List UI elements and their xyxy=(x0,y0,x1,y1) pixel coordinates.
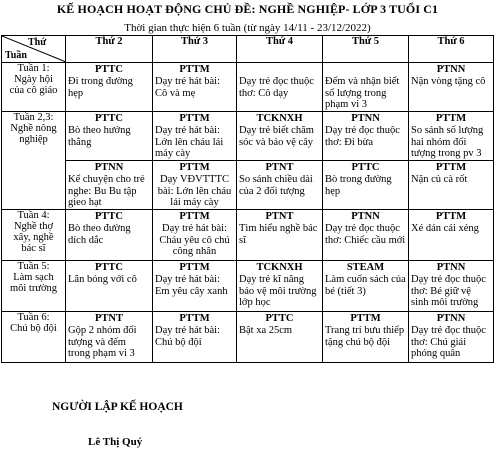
week-label: Tuần 2,3: Nghề nông nghiệp xyxy=(2,112,66,210)
activity-cell xyxy=(409,112,494,161)
activity-content xyxy=(323,210,408,260)
activity-cell xyxy=(323,261,409,312)
activity-cell xyxy=(323,63,409,112)
subject-code: PTTM xyxy=(350,313,381,324)
activity-content xyxy=(237,63,322,111)
activity-text: Dạy trẻ đọc thuộc thơ: Chiếc cầu mới xyxy=(325,223,406,246)
activity-text: Kể chuyện cho trẻ nghe: Bu Bu tập gieo hạt xyxy=(68,174,145,208)
week-label: Tuần 5: Làm sạch môi trường xyxy=(2,261,66,312)
day-header: Thứ 6 xyxy=(409,36,494,63)
activity-content xyxy=(409,112,493,160)
subject-code: STEAM xyxy=(346,262,385,273)
activity-cell xyxy=(323,312,409,363)
corner-day-label: Thứ xyxy=(28,37,47,48)
activity-content xyxy=(237,312,322,362)
activity-text: Nặn vòng tặng cô xyxy=(411,76,486,87)
activity-content xyxy=(409,261,493,311)
activity-text: Trang trí bưu thiếp tặng chú bộ đội xyxy=(325,325,405,348)
activity-content xyxy=(323,63,408,111)
activity-content xyxy=(153,312,236,362)
activity-cell xyxy=(237,261,323,312)
week-label: Tuần 1: Ngày hội của cô giáo xyxy=(2,63,66,112)
subject-code: PTNN xyxy=(436,64,466,75)
subject-code: PTTC xyxy=(265,313,294,324)
day-header: Thứ 5 xyxy=(323,36,409,63)
activity-cell xyxy=(66,63,153,112)
week-row xyxy=(2,161,494,210)
activity-text: Dạy trẻ hát bài: Lớn lên cháu lái máy cày xyxy=(155,125,224,159)
activity-cell xyxy=(237,112,323,161)
week-row xyxy=(2,210,494,261)
activity-cell xyxy=(153,210,237,261)
subject-code: PTTC xyxy=(94,211,123,222)
activity-text: So sánh chiều dài của 2 đối tượng xyxy=(239,174,313,197)
activity-cell xyxy=(237,312,323,363)
activity-text: Bò theo hướng thẳng xyxy=(68,125,131,148)
activity-cell xyxy=(323,112,409,161)
subject-code: TCKNXH xyxy=(256,113,303,124)
activity-text: Đếm và nhận biết số lượng trong phạm vi 3 xyxy=(325,76,400,110)
plan-subtitle: Thời gian thực hiện 6 tuần (từ ngày 14/11 - 23/12/2022) xyxy=(124,22,371,34)
activity-content xyxy=(66,112,152,160)
activity-text: Tìm hiểu nghề bác sĩ xyxy=(239,223,318,246)
activity-text: Dạy trẻ đọc thuộc thơ: Đi bừa xyxy=(325,125,400,148)
schedule-table xyxy=(1,35,494,363)
activity-cell xyxy=(323,210,409,261)
activity-content xyxy=(153,261,236,311)
activity-cell xyxy=(153,312,237,363)
subject-code: PTNN xyxy=(351,113,380,124)
activity-cell xyxy=(153,161,237,210)
subject-code: PTTM xyxy=(179,64,210,75)
activity-content xyxy=(409,312,493,362)
corner-cell xyxy=(2,36,66,63)
activity-cell xyxy=(153,112,237,161)
activity-cell xyxy=(409,63,494,112)
day-header: Thứ 2 xyxy=(66,36,153,63)
activity-content xyxy=(66,261,152,311)
plan-title: KẾ HOẠCH HOẠT ĐỘNG CHỦ ĐỀ: NGHỀ NGHIỆP- LỚP 3 TUỔI C1 xyxy=(56,2,439,16)
activity-cell xyxy=(66,161,153,210)
activity-content xyxy=(237,261,322,311)
activity-cell xyxy=(409,261,494,312)
week-label: Tuần 4: Nghề thợ xây, nghề bác sĩ xyxy=(2,210,66,261)
subject-code: PTTM xyxy=(179,211,210,222)
activity-content xyxy=(153,112,236,160)
subject-code: PTTC xyxy=(94,262,123,273)
week-row xyxy=(2,312,494,363)
week-row xyxy=(2,63,494,112)
activity-cell xyxy=(66,261,153,312)
activity-cell xyxy=(153,261,237,312)
activity-content xyxy=(323,112,408,160)
activity-content xyxy=(153,161,236,209)
activity-content xyxy=(153,210,236,260)
activity-cell xyxy=(237,63,323,112)
activity-cell xyxy=(323,161,409,210)
subject-code: PTNN xyxy=(351,211,380,222)
activity-content xyxy=(237,112,322,160)
activity-text: Dạy trẻ kĩ năng bảo vệ môi trường lớp học xyxy=(239,274,317,308)
activity-text: Dạy trẻ đọc thuộc thơ: Chú giải phóng quân xyxy=(411,325,486,359)
activity-content xyxy=(323,161,408,209)
activity-text: So sánh số lượng hai nhóm đối tượng trong pv 3 xyxy=(411,125,484,159)
week-row xyxy=(2,112,494,161)
activity-text: Dạy trẻ hát bài: Cháu yêu cô chú công nhân xyxy=(159,223,230,257)
activity-content xyxy=(66,63,152,111)
activity-cell xyxy=(66,210,153,261)
subject-code xyxy=(325,63,406,76)
activity-cell xyxy=(409,161,494,210)
subject-code: PTTC xyxy=(94,64,123,75)
activity-content xyxy=(66,312,152,362)
day-header: Thứ 3 xyxy=(153,36,237,63)
subject-code: PTTM xyxy=(179,113,210,124)
activity-text: Dạy trẻ đọc thuộc thơ: Cô dạy xyxy=(239,76,314,99)
activity-text: Bò theo đường dích dắc xyxy=(68,223,131,246)
activity-text: Lăn bóng với cô xyxy=(68,274,137,285)
activity-text: Dạy trẻ biết chăm sóc và bảo vệ cây xyxy=(239,125,314,148)
subject-code: TCKNXH xyxy=(256,262,303,273)
subject-code: PTTM xyxy=(435,162,467,173)
activity-text: Bò trong đường hẹp xyxy=(325,174,392,197)
activity-text: Làm cuốn sách của bé (tiết 3) xyxy=(325,274,406,297)
corner-week-label: Tuần xyxy=(5,50,27,61)
activity-cell xyxy=(66,112,153,161)
subject-code: PTNT xyxy=(265,211,294,222)
subject-code: PTTC xyxy=(351,162,380,173)
activity-content xyxy=(323,312,408,362)
activity-content xyxy=(409,63,493,111)
week-row xyxy=(2,261,494,312)
subject-code: PTTM xyxy=(435,113,467,124)
subject-code: PTNN xyxy=(436,313,466,324)
activity-text: Xé dán cái xẻng xyxy=(411,223,479,234)
subject-code: PTNT xyxy=(94,313,123,324)
subject-code: PTTM xyxy=(179,313,210,324)
activity-cell xyxy=(409,312,494,363)
activity-cell xyxy=(409,210,494,261)
subject-code: PTTC xyxy=(94,113,123,124)
activity-content xyxy=(409,161,493,209)
signer-name: Lê Thị Quý xyxy=(88,436,143,448)
activity-content xyxy=(66,161,152,209)
day-header: Thứ 4 xyxy=(237,36,323,63)
activity-content xyxy=(153,63,236,111)
activity-text: Gộp 2 nhóm đối tượng và đếm trong phạm vi 3 xyxy=(68,325,137,359)
activity-text: Nặn củ cà rốt xyxy=(411,174,468,185)
subject-code: PTNT xyxy=(265,162,294,173)
activity-text: Dạy trẻ hát bài: Em yêu cây xanh xyxy=(155,274,228,297)
activity-text: Bật xa 25cm xyxy=(239,325,293,336)
subject-code: PTTM xyxy=(435,211,467,222)
activity-cell xyxy=(153,63,237,112)
activity-text: Dạy trẻ hát bài: Cô và mẹ xyxy=(155,76,221,99)
activity-content xyxy=(237,210,322,260)
activity-text: Dạy trẻ hát bài: Chú bộ đội xyxy=(155,325,221,348)
activity-content xyxy=(66,210,152,260)
activity-content xyxy=(409,210,493,260)
planner-label: NGƯỜI LẬP KẾ HOẠCH xyxy=(52,401,183,413)
activity-text: Dạy VĐVTTTC bài: Lớn lên cháu lái máy cày xyxy=(157,174,232,208)
header-row xyxy=(2,36,494,63)
activity-cell xyxy=(66,312,153,363)
subject-code xyxy=(239,63,320,76)
activity-text: Dạy trẻ đọc thuộc thơ: Bé giữ vệ sinh môi trường xyxy=(411,274,486,308)
activity-text: Đi trong đường hẹp xyxy=(68,76,133,99)
activity-cell xyxy=(237,210,323,261)
subject-code: PTTM xyxy=(179,162,210,173)
activity-content xyxy=(237,161,322,209)
subject-code: PTNN xyxy=(94,162,124,173)
subject-code: PTNN xyxy=(436,262,466,273)
week-label: Tuần 6: Chú bộ đội xyxy=(2,312,66,363)
activity-content xyxy=(323,261,408,311)
subject-code: PTTM xyxy=(179,262,210,273)
activity-cell xyxy=(237,161,323,210)
